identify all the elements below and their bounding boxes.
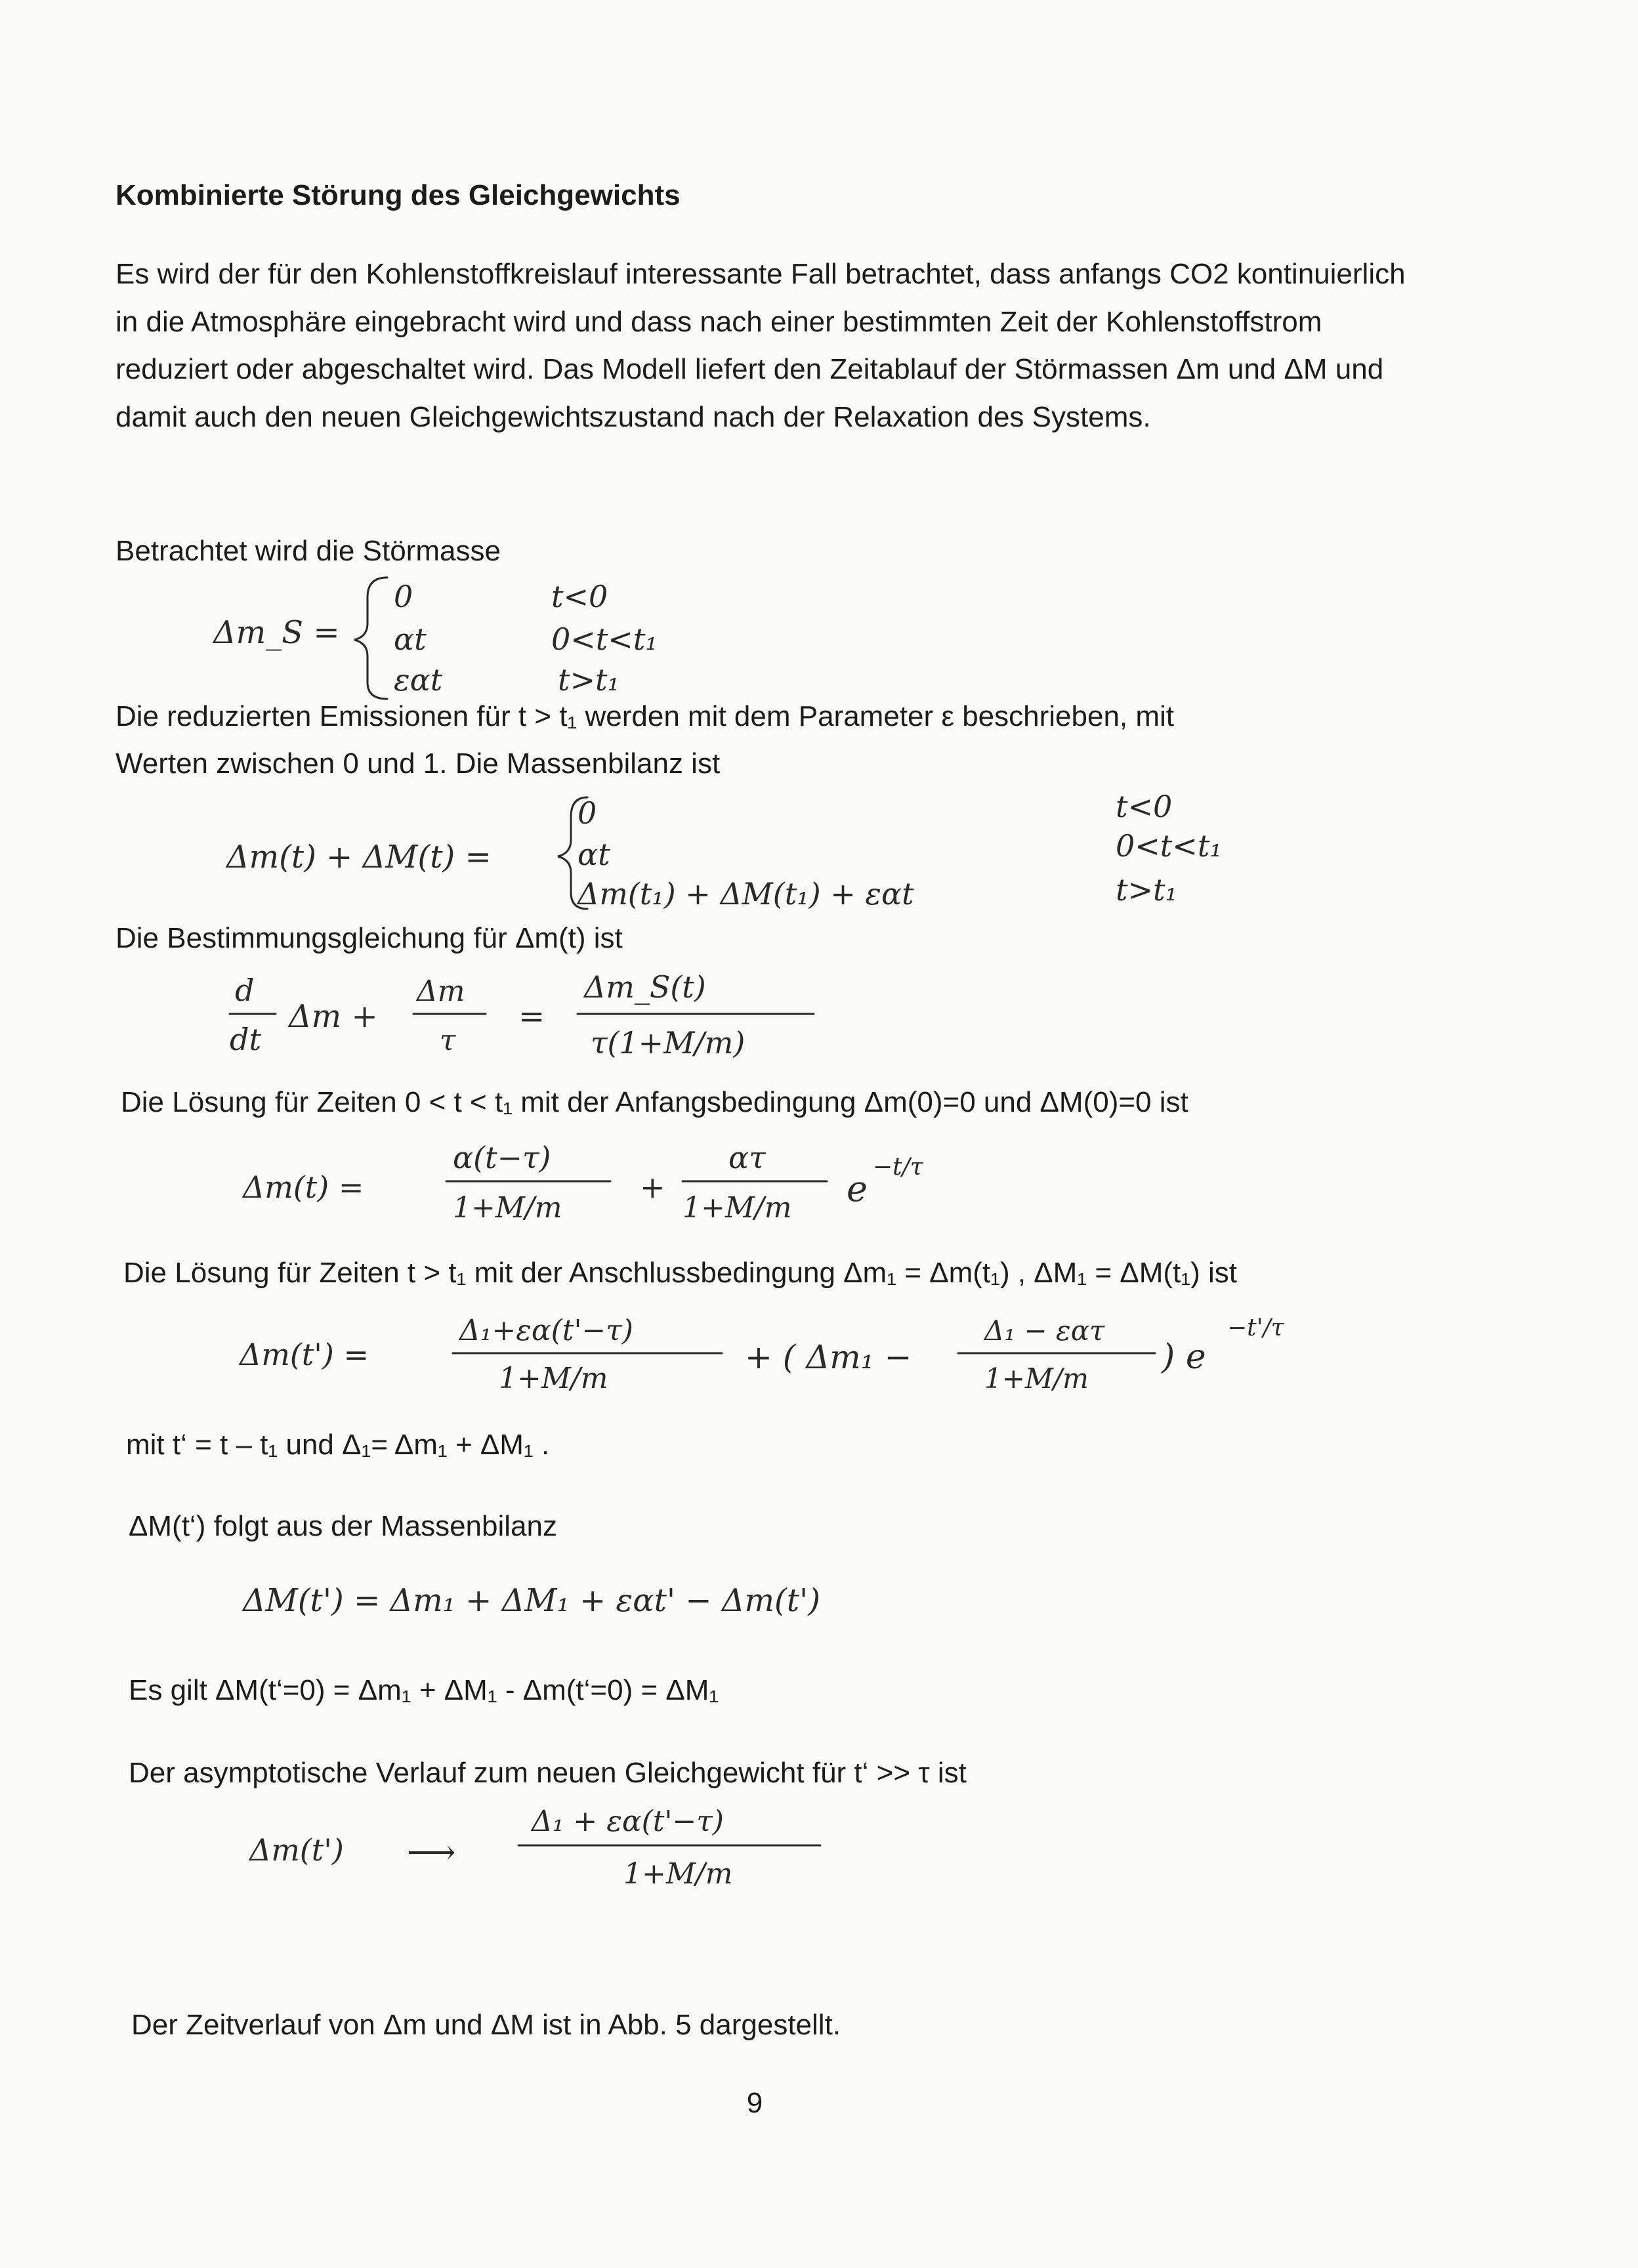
eq1-case-3: εαt [394, 662, 443, 698]
eq1-case-1: 0 [394, 579, 413, 614]
equation-asymptotisch [248, 1805, 820, 1891]
eq1-cond-1: t<0 [551, 579, 608, 614]
text-line-loesung-2: Die Lösung für Zeiten t > t₁ mit der Anschlussbedingung Δm₁ = Δm(t₁) , ΔM₁ = ΔM(t₁) ist [123, 1257, 1237, 1289]
eq1-lhs: Δm_S = [213, 614, 340, 651]
text-line-massenbilanz: Werten zwischen 0 und 1. Die Massenbilanz ist [116, 747, 721, 780]
eq3-term1: Δm + [289, 998, 378, 1035]
eq4-exp-base: e [847, 1168, 868, 1209]
text-line-bestimmungsgleichung: Die Bestimmungsgleichung für Δm(t) ist [116, 922, 623, 954]
eq5-close-exp: ) e [1162, 1337, 1206, 1377]
eq7-den: 1+M/m [623, 1857, 733, 1891]
eq2-case-3: Δm(t₁) + ΔM(t₁) + εαt [578, 876, 914, 912]
intro-paragraph: Es wird der für den Kohlenstoffkreislauf interessante Fall betrachtet, dass anfangs CO2 kontinuierlich in die Atmosphäre eingebracht wird und dass nach einer bestimmten Zeit der Kohlenstoffstrom reduziert oder abgeschaltet wird. Das Modell liefert den Zeitablauf der Störmassen Δm und ΔM und damit auch den neuen Gleichgewichtszustand nach der Relaxation des Systems. [116, 258, 1406, 433]
eq5-f1-den: 1+M/m [499, 1362, 608, 1395]
equation-loesung-2 [238, 1314, 1285, 1395]
eq4-exp-sup: −t/τ [873, 1154, 923, 1181]
eq5-f2-den: 1+M/m [984, 1362, 1089, 1395]
eq7-lhs: Δm(t') [249, 1832, 344, 1868]
eq3-d-den: dt [230, 1022, 261, 1057]
text-line-es-gilt: Es gilt ΔM(t‘=0) = Δm₁ + ΔM₁ - Δm(t‘=0) = ΔM₁ [129, 1674, 719, 1706]
equation-bestimmung [230, 969, 814, 1060]
eq4-f1-num: α(t−τ) [453, 1140, 551, 1175]
eq6-expression: ΔM(t') = Δm₁ + ΔM₁ + εαt' − Δm(t') [243, 1582, 820, 1619]
text-line-asymptotisch: Der asymptotische Verlauf zum neuen Gleichgewicht für t‘ >> τ ist [129, 1757, 967, 1789]
eq4-f2-num: ατ [728, 1140, 766, 1175]
eq2-cond-2: 0<t<t₁ [1116, 828, 1222, 864]
equation-loesung-1 [242, 1140, 924, 1225]
eq1-cond-3: t>t₁ [558, 662, 620, 698]
eq2-case-2: αt [578, 837, 610, 872]
eq3-d-num: d [235, 973, 255, 1008]
equation-delta-M [242, 1582, 820, 1619]
equation-massenbilanz [225, 789, 1222, 912]
equation-stoermasse [212, 578, 658, 699]
eq7-arrow: ⟶ [407, 1833, 456, 1872]
eq5-lhs: Δm(t') = [240, 1337, 369, 1372]
page-number: 9 [746, 2087, 763, 2119]
eq3-frac2-num: Δm [417, 975, 465, 1008]
section-heading: Kombinierte Störung des Gleichgewichts [116, 179, 681, 211]
text-line-folgt: ΔM(t‘) folgt aus der Massenbilanz [129, 1510, 557, 1542]
eq3-rhs-den: τ(1+M/m) [591, 1025, 746, 1060]
eq2-case-1: 0 [578, 795, 597, 831]
eq2-cond-3: t>t₁ [1116, 872, 1177, 908]
text-line-stoermasse: Betrachtet wird die Störmasse [116, 535, 501, 567]
eq1-cond-2: 0<t<t₁ [551, 621, 658, 657]
eq5-exp-sup: −t'/τ [1227, 1314, 1284, 1341]
text-line-loesung-1: Die Lösung für Zeiten 0 < t < t₁ mit der Anfangsbedingung Δm(0)=0 und ΔM(0)=0 ist [121, 1086, 1188, 1118]
text-line-zeitverlauf: Der Zeitverlauf von Δm und ΔM ist in Abb. 5 dargestellt. [131, 2009, 841, 2041]
text-line-definitionen: mit t‘ = t – t₁ und Δ₁= Δm₁ + ΔM₁ . [126, 1429, 550, 1461]
eq4-f1-den: 1+M/m [453, 1191, 562, 1225]
eq4-f2-den: 1+M/m [682, 1191, 792, 1225]
eq3-frac2-den: τ [440, 1024, 456, 1057]
eq5-middle: + ( Δm₁ − [745, 1338, 912, 1376]
eq7-num: Δ₁ + εα(t'−τ) [532, 1805, 724, 1838]
eq5-f1-num: Δ₁+εα(t'−τ) [459, 1314, 633, 1347]
eq1-case-2: αt [394, 621, 427, 657]
eq2-lhs: Δm(t) + ΔM(t) = [226, 839, 492, 875]
eq4-plus: + [640, 1169, 665, 1205]
eq3-rhs-num: Δm_S(t) [584, 969, 706, 1005]
eq3-equals: = [518, 998, 545, 1035]
eq5-f2-num: Δ₁ − εατ [984, 1314, 1105, 1347]
eq4-lhs: Δm(t) = [243, 1169, 364, 1205]
text-line-emissionen: Die reduzierten Emissionen für t > t₁ werden mit dem Parameter ε beschrieben, mit [116, 700, 1175, 732]
eq2-cond-1: t<0 [1116, 789, 1173, 824]
